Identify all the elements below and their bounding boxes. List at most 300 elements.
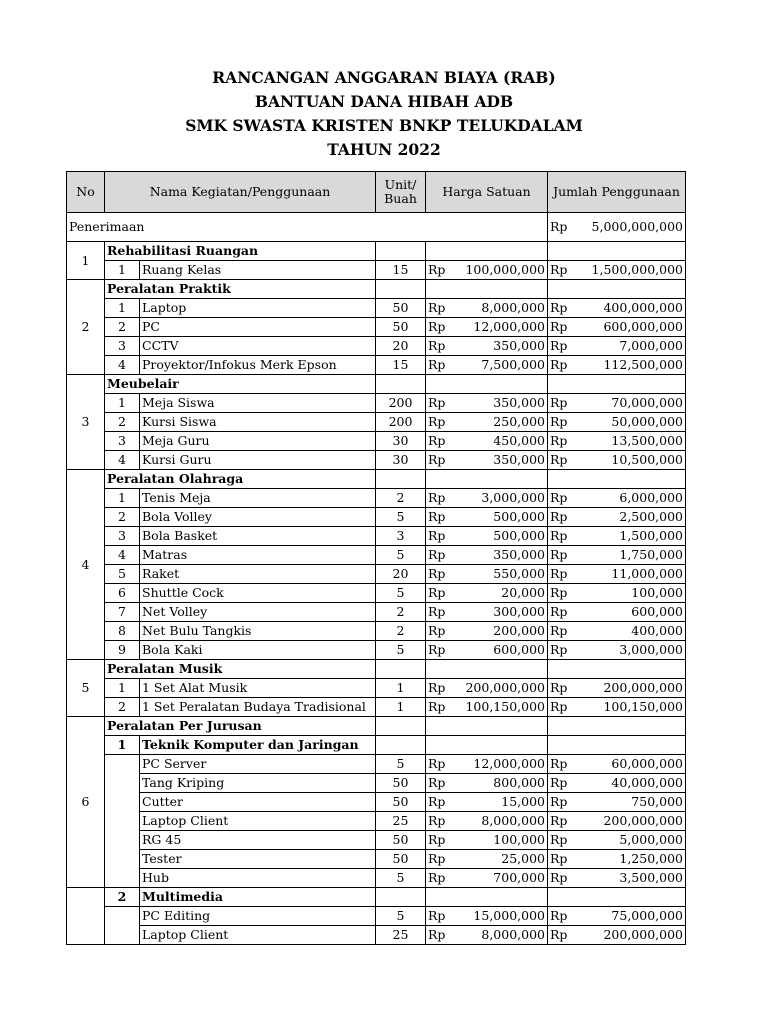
item-jumlah-cell xyxy=(548,774,686,793)
header-harga: Harga Satuan xyxy=(426,172,548,213)
table-row xyxy=(67,451,686,470)
item-name: Shuttle Cock xyxy=(140,584,376,603)
currency-label: Rp xyxy=(550,262,568,277)
currency-label: Rp xyxy=(428,699,446,714)
currency-label: Rp xyxy=(428,927,446,942)
section-row xyxy=(67,717,686,736)
item-jumlah-cell xyxy=(548,565,686,584)
penerimaan-amount: 5,000,000,000 xyxy=(591,219,683,234)
item-harga: 100,150,000 xyxy=(465,699,545,714)
item-jumlah: 70,000,000 xyxy=(611,395,683,410)
currency-label: Rp xyxy=(550,490,568,505)
empty-cell xyxy=(426,888,548,907)
item-harga: 100,000,000 xyxy=(465,262,545,277)
section-title: Peralatan Olahraga xyxy=(105,470,376,489)
currency-label: Rp xyxy=(550,623,568,638)
empty-cell xyxy=(548,888,686,907)
item-name: Net Volley xyxy=(140,603,376,622)
item-harga-cell xyxy=(426,527,548,546)
currency-label: Rp xyxy=(428,357,446,372)
empty-cell xyxy=(376,717,426,736)
currency-label: Rp xyxy=(550,813,568,828)
item-harga-cell xyxy=(426,793,548,812)
item-jumlah-cell xyxy=(548,907,686,926)
item-harga: 350,000 xyxy=(493,452,545,467)
table-row xyxy=(67,755,686,774)
subsection-number: 2 xyxy=(105,888,140,907)
item-jumlah: 3,000,000 xyxy=(619,642,683,657)
item-unit: 5 xyxy=(376,641,426,660)
item-jumlah: 50,000,000 xyxy=(611,414,683,429)
currency-label: Rp xyxy=(428,300,446,315)
header-no: No xyxy=(67,172,105,213)
item-jumlah: 75,000,000 xyxy=(611,908,683,923)
title-line-1: RANCANGAN ANGGARAN BIAYA (RAB) xyxy=(212,68,556,87)
item-unit: 1 xyxy=(376,698,426,717)
item-jumlah: 600,000,000 xyxy=(603,319,683,334)
item-unit: 200 xyxy=(376,394,426,413)
document-title xyxy=(0,66,768,162)
item-jumlah-cell xyxy=(548,755,686,774)
empty-cell xyxy=(548,717,686,736)
item-number: 5 xyxy=(105,565,140,584)
item-unit: 50 xyxy=(376,318,426,337)
empty-cell xyxy=(548,470,686,489)
section-title: Rehabilitasi Ruangan xyxy=(105,242,376,261)
item-harga-cell xyxy=(426,299,548,318)
empty-cell xyxy=(548,660,686,679)
item-harga: 3,000,000 xyxy=(481,490,545,505)
item-jumlah-cell xyxy=(548,831,686,850)
item-jumlah-cell xyxy=(548,318,686,337)
item-jumlah-cell xyxy=(548,679,686,698)
item-harga: 600,000 xyxy=(493,642,545,657)
empty-cell xyxy=(548,736,686,755)
item-number: 1 xyxy=(105,394,140,413)
item-harga-cell xyxy=(426,394,548,413)
item-jumlah: 10,500,000 xyxy=(611,452,683,467)
item-harga-cell xyxy=(426,546,548,565)
currency-label: Rp xyxy=(428,509,446,524)
penerimaan-row xyxy=(67,213,686,242)
item-name: Proyektor/Infokus Merk Epson xyxy=(140,356,376,375)
item-name: 1 Set Alat Musik xyxy=(140,679,376,698)
empty-cell xyxy=(426,280,548,299)
item-jumlah: 750,000 xyxy=(631,794,683,809)
item-name: Laptop Client xyxy=(140,926,376,945)
currency-label: Rp xyxy=(428,414,446,429)
section-number: 4 xyxy=(67,470,105,660)
item-harga: 200,000 xyxy=(493,623,545,638)
item-harga: 550,000 xyxy=(493,566,545,581)
subsection-row xyxy=(67,888,686,907)
currency-label: Rp xyxy=(428,870,446,885)
item-harga-cell xyxy=(426,698,548,717)
item-name: Net Bulu Tangkis xyxy=(140,622,376,641)
empty-cell xyxy=(376,242,426,261)
item-name: 1 Set Peralatan Budaya Tradisional xyxy=(140,698,376,717)
penerimaan-amount-cell xyxy=(548,213,686,242)
item-jumlah-cell xyxy=(548,641,686,660)
currency-label: Rp xyxy=(428,585,446,600)
item-jumlah: 2,500,000 xyxy=(619,509,683,524)
item-name: Tenis Meja xyxy=(140,489,376,508)
item-number: 1 xyxy=(105,489,140,508)
item-number: 3 xyxy=(105,432,140,451)
subsection-title: Teknik Komputer dan Jaringan xyxy=(140,736,376,755)
item-name: Hub xyxy=(140,869,376,888)
item-harga: 8,000,000 xyxy=(481,927,545,942)
item-name: RG 45 xyxy=(140,831,376,850)
currency-label: Rp xyxy=(550,851,568,866)
table-row xyxy=(67,508,686,527)
header-jumlah: Jumlah Penggunaan xyxy=(548,172,686,213)
subsection-number: 1 xyxy=(105,736,140,755)
item-harga: 8,000,000 xyxy=(481,813,545,828)
table-row xyxy=(67,432,686,451)
item-harga: 7,500,000 xyxy=(481,357,545,372)
table-row xyxy=(67,261,686,280)
empty-cell xyxy=(376,736,426,755)
item-jumlah: 112,500,000 xyxy=(603,357,683,372)
item-jumlah-cell xyxy=(548,451,686,470)
item-jumlah: 1,500,000 xyxy=(619,528,683,543)
empty-cell xyxy=(426,736,548,755)
table-row xyxy=(67,489,686,508)
item-name: Meja Guru xyxy=(140,432,376,451)
item-jumlah: 100,000 xyxy=(631,585,683,600)
item-harga-cell xyxy=(426,641,548,660)
item-jumlah-cell xyxy=(548,926,686,945)
item-harga-cell xyxy=(426,869,548,888)
table-row xyxy=(67,394,686,413)
item-jumlah: 7,000,000 xyxy=(619,338,683,353)
item-jumlah-cell xyxy=(548,356,686,375)
item-harga-cell xyxy=(426,337,548,356)
item-jumlah-cell xyxy=(548,337,686,356)
empty-cell xyxy=(376,888,426,907)
currency-label: Rp xyxy=(550,300,568,315)
item-harga: 700,000 xyxy=(493,870,545,885)
item-harga: 350,000 xyxy=(493,338,545,353)
item-harga: 200,000,000 xyxy=(465,680,545,695)
item-name: Meja Siswa xyxy=(140,394,376,413)
subsection-row xyxy=(67,736,686,755)
currency-label: Rp xyxy=(428,262,446,277)
item-jumlah: 400,000,000 xyxy=(603,300,683,315)
item-number: 4 xyxy=(105,546,140,565)
item-name: Cutter xyxy=(140,793,376,812)
table-row xyxy=(67,869,686,888)
item-unit: 3 xyxy=(376,527,426,546)
table-row xyxy=(67,793,686,812)
section-row xyxy=(67,280,686,299)
item-jumlah-cell xyxy=(548,413,686,432)
item-unit: 25 xyxy=(376,926,426,945)
item-unit: 200 xyxy=(376,413,426,432)
item-jumlah-cell xyxy=(548,603,686,622)
item-unit: 5 xyxy=(376,755,426,774)
item-jumlah-cell xyxy=(548,261,686,280)
currency-label: Rp xyxy=(428,775,446,790)
currency-label: Rp xyxy=(428,623,446,638)
item-harga-cell xyxy=(426,413,548,432)
item-jumlah-cell xyxy=(548,850,686,869)
item-jumlah: 1,750,000 xyxy=(619,547,683,562)
item-name: PC Editing xyxy=(140,907,376,926)
currency-label: Rp xyxy=(428,794,446,809)
table-row xyxy=(67,622,686,641)
currency-label: Rp xyxy=(550,395,568,410)
section-row xyxy=(67,660,686,679)
currency-label: Rp xyxy=(550,547,568,562)
item-number: 2 xyxy=(105,508,140,527)
table-row xyxy=(67,907,686,926)
item-jumlah: 60,000,000 xyxy=(611,756,683,771)
item-harga-cell xyxy=(426,907,548,926)
item-unit: 50 xyxy=(376,831,426,850)
item-harga: 20,000 xyxy=(501,585,545,600)
currency-label: Rp xyxy=(550,832,568,847)
item-unit: 5 xyxy=(376,869,426,888)
item-jumlah-cell xyxy=(548,584,686,603)
table-row xyxy=(67,318,686,337)
item-jumlah: 200,000,000 xyxy=(603,813,683,828)
item-name: Tester xyxy=(140,850,376,869)
item-unit: 50 xyxy=(376,793,426,812)
item-harga-cell xyxy=(426,508,548,527)
item-harga-cell xyxy=(426,926,548,945)
item-unit: 15 xyxy=(376,356,426,375)
table-row xyxy=(67,679,686,698)
currency-label: Rp xyxy=(428,832,446,847)
subsection-title: Multimedia xyxy=(140,888,376,907)
section-row xyxy=(67,242,686,261)
item-unit: 20 xyxy=(376,337,426,356)
table-row xyxy=(67,413,686,432)
item-number: 9 xyxy=(105,641,140,660)
currency-label: Rp xyxy=(550,219,568,234)
table-row xyxy=(67,698,686,717)
table-row xyxy=(67,565,686,584)
title-line-4: TAHUN 2022 xyxy=(327,140,441,159)
item-harga: 300,000 xyxy=(493,604,545,619)
currency-label: Rp xyxy=(428,433,446,448)
item-name: Ruang Kelas xyxy=(140,261,376,280)
item-harga-cell xyxy=(426,451,548,470)
empty-cell xyxy=(426,660,548,679)
currency-label: Rp xyxy=(550,642,568,657)
currency-label: Rp xyxy=(428,338,446,353)
item-jumlah: 13,500,000 xyxy=(611,433,683,448)
item-harga: 450,000 xyxy=(493,433,545,448)
item-unit: 5 xyxy=(376,508,426,527)
item-jumlah: 40,000,000 xyxy=(611,775,683,790)
title-line-2: BANTUAN DANA HIBAH ADB xyxy=(254,92,514,111)
item-name: Bola Basket xyxy=(140,527,376,546)
empty-cell xyxy=(376,470,426,489)
currency-label: Rp xyxy=(550,338,568,353)
empty-cell xyxy=(548,280,686,299)
empty-cell xyxy=(548,242,686,261)
item-harga: 100,000 xyxy=(493,832,545,847)
empty-cell xyxy=(376,375,426,394)
item-jumlah-cell xyxy=(548,394,686,413)
penerimaan-label: Penerimaan xyxy=(67,213,548,242)
item-name: Matras xyxy=(140,546,376,565)
item-number: 1 xyxy=(105,679,140,698)
currency-label: Rp xyxy=(550,604,568,619)
item-jumlah: 200,000,000 xyxy=(603,680,683,695)
item-harga-cell xyxy=(426,831,548,850)
item-unit: 50 xyxy=(376,850,426,869)
table-row xyxy=(67,774,686,793)
currency-label: Rp xyxy=(428,528,446,543)
item-number: 1 xyxy=(105,261,140,280)
table-row xyxy=(67,299,686,318)
empty-cell xyxy=(426,242,548,261)
currency-label: Rp xyxy=(550,414,568,429)
item-name: Tang Kriping xyxy=(140,774,376,793)
item-harga-cell xyxy=(426,432,548,451)
currency-label: Rp xyxy=(428,490,446,505)
item-harga: 500,000 xyxy=(493,528,545,543)
item-harga: 12,000,000 xyxy=(473,756,545,771)
header-unit-line2: Buah xyxy=(384,191,417,206)
item-name: CCTV xyxy=(140,337,376,356)
item-unit: 5 xyxy=(376,546,426,565)
table-header-row xyxy=(67,172,686,213)
empty-cell xyxy=(105,907,140,945)
item-number: 2 xyxy=(105,318,140,337)
item-unit: 2 xyxy=(376,603,426,622)
currency-label: Rp xyxy=(428,680,446,695)
item-unit: 5 xyxy=(376,907,426,926)
item-number: 3 xyxy=(105,527,140,546)
table-row xyxy=(67,603,686,622)
table-row xyxy=(67,527,686,546)
empty-cell xyxy=(105,755,140,888)
section-number: 6 xyxy=(67,717,105,888)
item-unit: 30 xyxy=(376,451,426,470)
item-jumlah: 1,500,000,000 xyxy=(591,262,683,277)
section-row xyxy=(67,375,686,394)
section-title: Peralatan Musik xyxy=(105,660,376,679)
header-nama: Nama Kegiatan/Penggunaan xyxy=(105,172,376,213)
currency-label: Rp xyxy=(550,319,568,334)
item-harga: 800,000 xyxy=(493,775,545,790)
item-harga-cell xyxy=(426,622,548,641)
currency-label: Rp xyxy=(550,927,568,942)
item-jumlah-cell xyxy=(548,299,686,318)
item-jumlah: 5,000,000 xyxy=(619,832,683,847)
item-harga-cell xyxy=(426,812,548,831)
currency-label: Rp xyxy=(550,908,568,923)
table-row xyxy=(67,584,686,603)
table-row xyxy=(67,812,686,831)
item-harga-cell xyxy=(426,565,548,584)
empty-cell xyxy=(548,375,686,394)
item-harga: 250,000 xyxy=(493,414,545,429)
currency-label: Rp xyxy=(428,851,446,866)
item-number: 4 xyxy=(105,451,140,470)
item-jumlah-cell xyxy=(548,508,686,527)
item-unit: 2 xyxy=(376,489,426,508)
item-harga-cell xyxy=(426,261,548,280)
item-harga: 15,000,000 xyxy=(473,908,545,923)
item-name: Laptop Client xyxy=(140,812,376,831)
currency-label: Rp xyxy=(550,566,568,581)
item-harga-cell xyxy=(426,850,548,869)
item-number: 7 xyxy=(105,603,140,622)
title-line-3: SMK SWASTA KRISTEN BNKP TELUKDALAM xyxy=(185,116,583,135)
item-jumlah: 400,000 xyxy=(631,623,683,638)
empty-cell xyxy=(376,280,426,299)
header-unit-line1: Unit/ xyxy=(384,177,417,192)
item-harga: 12,000,000 xyxy=(473,319,545,334)
currency-label: Rp xyxy=(428,908,446,923)
section-title: Meubelair xyxy=(105,375,376,394)
item-harga-cell xyxy=(426,489,548,508)
item-jumlah-cell xyxy=(548,622,686,641)
section-number: 2 xyxy=(67,280,105,375)
item-name: Kursi Siswa xyxy=(140,413,376,432)
table-row xyxy=(67,831,686,850)
item-unit: 2 xyxy=(376,622,426,641)
empty-cell xyxy=(67,888,105,945)
table-row xyxy=(67,337,686,356)
section-number: 1 xyxy=(67,242,105,280)
table-row xyxy=(67,926,686,945)
currency-label: Rp xyxy=(550,585,568,600)
empty-cell xyxy=(426,375,548,394)
item-name: Laptop xyxy=(140,299,376,318)
item-jumlah: 3,500,000 xyxy=(619,870,683,885)
currency-label: Rp xyxy=(550,357,568,372)
item-jumlah: 1,250,000 xyxy=(619,851,683,866)
item-harga: 500,000 xyxy=(493,509,545,524)
item-unit: 30 xyxy=(376,432,426,451)
item-harga-cell xyxy=(426,603,548,622)
item-name: Bola Volley xyxy=(140,508,376,527)
item-number: 1 xyxy=(105,299,140,318)
item-harga: 350,000 xyxy=(493,547,545,562)
item-number: 3 xyxy=(105,337,140,356)
item-name: Bola Kaki xyxy=(140,641,376,660)
currency-label: Rp xyxy=(428,566,446,581)
item-number: 8 xyxy=(105,622,140,641)
item-unit: 50 xyxy=(376,299,426,318)
item-harga-cell xyxy=(426,774,548,793)
item-number: 2 xyxy=(105,698,140,717)
item-unit: 5 xyxy=(376,584,426,603)
item-harga-cell xyxy=(426,584,548,603)
currency-label: Rp xyxy=(428,813,446,828)
item-jumlah-cell xyxy=(548,869,686,888)
table-row xyxy=(67,356,686,375)
currency-label: Rp xyxy=(428,756,446,771)
item-harga-cell xyxy=(426,356,548,375)
item-number: 2 xyxy=(105,413,140,432)
item-unit: 15 xyxy=(376,261,426,280)
section-title: Peralatan Per Jurusan xyxy=(105,717,376,736)
currency-label: Rp xyxy=(428,547,446,562)
item-number: 4 xyxy=(105,356,140,375)
currency-label: Rp xyxy=(550,509,568,524)
item-harga: 15,000 xyxy=(501,794,545,809)
currency-label: Rp xyxy=(550,680,568,695)
item-jumlah-cell xyxy=(548,432,686,451)
